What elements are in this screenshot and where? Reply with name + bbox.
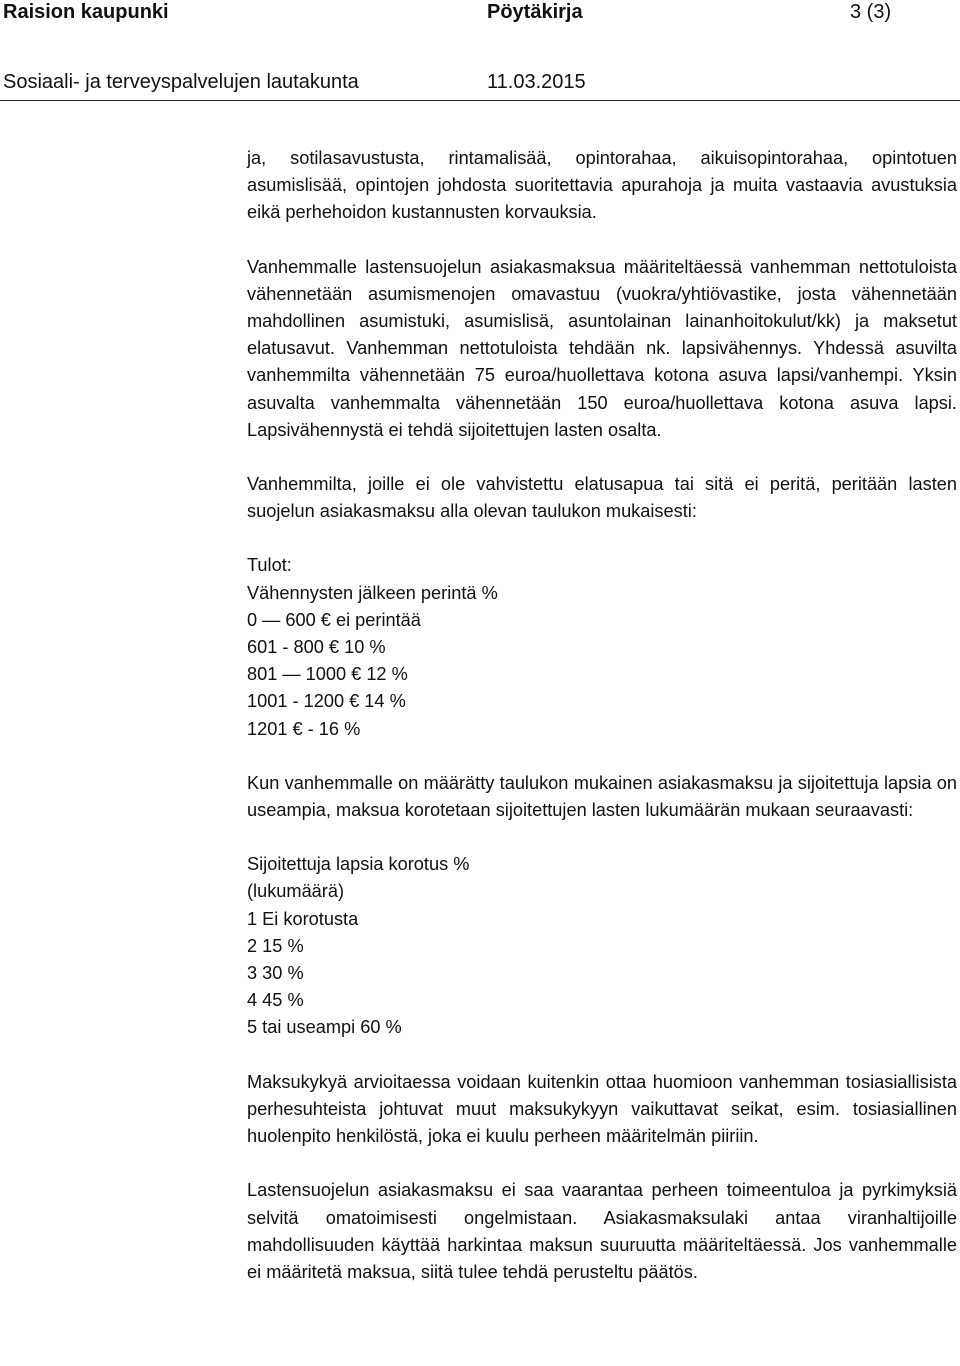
increase-table-row: 1 Ei korotusta (247, 908, 359, 929)
increase-table-header: Sijoitettuja lapsia korotus % (247, 854, 470, 875)
income-table-row: 0 — 600 € ei perintää (247, 609, 421, 630)
paragraph-increase-intro: Kun vanhemmalle on määrätty taulukon mukainen asiakasmaksu ja sijoitettuja lapsia on useampia, maksua korotetaan sijoitettujen lasten lukumäärän mukaan seuraavasti: (247, 772, 957, 821)
income-table-row: 1001 - 1200 € 14 % (247, 691, 406, 712)
income-table (247, 552, 957, 742)
increase-table-row: 4 45 % (247, 990, 304, 1011)
income-table-header: Vähennysten jälkeen perintä % (247, 582, 498, 603)
increase-table-row: 5 tai useampi 60 % (247, 1017, 402, 1038)
income-table-label: Tulot: (247, 555, 292, 576)
meeting-date: 11.03.2015 (487, 71, 586, 93)
income-table-row: 801 — 1000 € 12 % (247, 664, 408, 685)
income-table-row: 1201 € - 16 % (247, 718, 361, 739)
board-name: Sosiaali- ja terveyspalvelujen lautakunta (3, 71, 359, 93)
paragraph-ability-to-pay: Maksukykyä arvioitaessa voidaan kuitenkin ottaa huomioon vanhemman tosiasiallisista perhesuhteista johtuvat muut maksukykyyn vaikuttavat seikat, esim. tosiasiallinen huolenpito henkilöstä, joka ei kuulu perheen määritelmän piiriin. (247, 1071, 957, 1147)
increase-table (247, 851, 957, 1041)
page-number: 3 (3) (850, 1, 892, 23)
increase-table-row: 2 15 % (247, 935, 304, 956)
organization-name: Raision kaupunki (3, 1, 169, 23)
paragraph-income-exclusions: ja, sotilasavustusta, rintamalisää, opintorahaa, aikuisopintorahaa, opintotuen asumislisää, opintojen johdosta suoritettavia apurahoja ja muita vastaavia avustuksia eikä perhehoidon kustannusten korvauksia. (247, 148, 957, 223)
document-body (247, 145, 957, 1286)
paragraph-deductions: Vanhemmalle lastensuojelun asiakasmaksua määriteltäessä vanhemman nettotuloista vähennetään asumismenojen omavastuu (vuokra/yhtiövastike, josta vähennetään mahdollinen asumistuki, asumislisä, asuntolainan lainanhoitokulut/kk) ja maksetut elatusavut. Vanhemman nettotuloista tehdään nk. lapsivähennys. Yhdessä asuvilta vanhemmilta vähennetään 75 euroa/huollettava kotona asuva lapsi/vanhempi. Yksin asuvalta vanhemmalta vähennetään 150 euroa/huollettava kotona asuva lapsi. Lapsivähennystä ei tehdä sijoitettujen lasten osalta. (247, 256, 957, 440)
paragraph-livelihood: Lastensuojelun asiakasmaksu ei saa vaarantaa perheen toimeentuloa ja pyrkimyksiä selvitä omatoimisesti ongelmistaan. Asiakasmaksulaki antaa viranhaltijoille mahdollisuuden käyttää harkintaa maksun suuruutta määriteltäessä. Jos vanhemmalle ei määritetä maksua, siitä tulee tehdä perusteltu päätös. (247, 1180, 957, 1282)
income-table-row: 601 - 800 € 10 % (247, 637, 386, 658)
document-type: Pöytäkirja (487, 1, 583, 23)
increase-table-subheader: (lukumäärä) (247, 881, 345, 902)
paragraph-fee-table-intro: Vanhemmilta, joille ei ole vahvistettu elatusapua tai sitä ei peritä, peritään lasten suojelun asiakasmaksu alla olevan taulukon mukaisesti: (247, 474, 957, 522)
increase-table-row: 3 30 % (247, 963, 304, 984)
header-divider (0, 100, 960, 101)
